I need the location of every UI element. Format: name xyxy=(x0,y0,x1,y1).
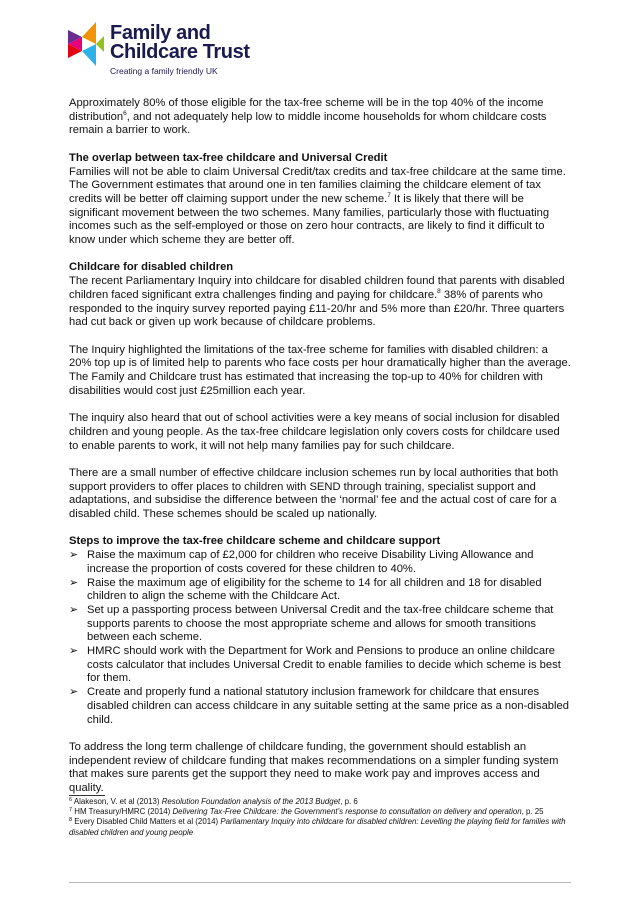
inclusion-schemes-paragraph: There are a small number of effective childcare inclusion schemes run by local authorities that both support providers to offer places to children with SEND through training, specialist support and adaptations, and subsidise the difference between the ‘normal’ fee and the actual cost of care for a disabled child. These schemes should be scaled up nationally. xyxy=(69,466,559,521)
disabled-heading: Childcare for disabled children xyxy=(69,261,234,274)
steps-heading: Steps to improve the tax-free childcare scheme and childcare support xyxy=(69,535,441,548)
overlap-paragraph: Families will not be able to claim Universal Credit/tax credits and tax-free childcare at the same time. The Government estimates that around one in ten families claiming the childcare element of tax credits will be better off claiming support under the new scheme.$^7$ It is likely that there will be significant movement between the two schemes. Many families, particularly those with fluctuating incomes such as the self-employed or those on zero hour contracts, are likely to find it difficult to know under which scheme they are better off. xyxy=(69,165,566,247)
list-item: ➢ Raise the maximum cap of £2,000 for children who receive Disability Living Allowance and increase the proportion of costs covered for these children to 40%. xyxy=(69,549,534,575)
inquiry-paragraph: The Inquiry highlighted the limitations of the tax-free scheme for families with disabled children: a 20% top up is of limited help to parents who face costs per hour dramatically higher than the average. The Family and Childcare trust has estimated that increasing the top-up to 40% for children with disabilities would cost just £25million each year. xyxy=(69,343,571,397)
arrow-bullet-icon: ➢ xyxy=(69,576,79,589)
intro-paragraph: Approximately 80% of those eligible for the tax-free scheme will be in the top 40% of the income distribution$^6$, and not adequately help low to middle income households for whom childcare costs remain a barrier to work. xyxy=(69,97,547,137)
logo-line-1: Family and xyxy=(110,22,211,44)
arrow-bullet-icon: ➢ xyxy=(69,686,79,699)
arrow-bullet-icon: ➢ xyxy=(69,603,79,616)
overlap-heading: The overlap between tax-free childcare and Universal Credit xyxy=(69,151,388,164)
arrow-bullet-icon: ➢ xyxy=(69,645,79,658)
footnote-6: $^6$ Alakeson, V. et al (2013) Resolution Foundation analysis of the 2013 Budget, p. 6 xyxy=(69,797,358,806)
family-childcare-trust-logo xyxy=(66,20,266,82)
list-item: ➢ Raise the maximum age of eligibility for the scheme to 14 for all children and 18 for disabled children to align the scheme with the Childcare Act. xyxy=(69,576,542,603)
footnote-ref[interactable]: 6 xyxy=(123,109,127,117)
document-body xyxy=(69,97,571,809)
arrow-bullet-icon: ➢ xyxy=(69,549,79,562)
logo-mark-icon xyxy=(66,20,106,68)
list-item: ➢ HMRC should work with the Department for Work and Pensions to produce an online childcare costs calculator that includes Universal Credit to enable families to decide which scheme is best for them. xyxy=(69,645,561,685)
footnotes xyxy=(69,797,573,838)
steps-list xyxy=(69,549,571,727)
activities-paragraph: The inquiry also heard that out of school activities were a key means of social inclusion for disabled children and young people. As the tax-free childcare legislation only covers costs for childcare used to enable parents to work, it will not help many families pay for such childcare. xyxy=(69,412,560,452)
footnote-separator xyxy=(69,795,105,796)
footnote-ref[interactable]: 8 xyxy=(437,287,441,295)
logo-tagline: Creating a family friendly UK xyxy=(110,66,218,76)
footnote-8: $^8$ Every Disabled Child Matters et al (2014) Parliamentary Inquiry into childcare for disabled children: Levelling the playing field for families with disabled children and young people xyxy=(69,817,566,837)
disabled-paragraph: The recent Parliamentary Inquiry into childcare for disabled children found that parents with disabled children faced significant extra challenges finding and paying for childcare.$^8$ 38% of parents who responded to the inquiry survey reported paying £11-20/hr and 5% more than £20/hr. Three quarters had cut back or given up work because of childcare problems. xyxy=(69,275,565,329)
closing-paragraph: To address the long term challenge of childcare funding, the government should establish an independent review of childcare funding that makes recommendations on a simpler funding system that makes sure parents get the support they need to make work pay and improves access and quality. xyxy=(69,740,559,795)
footnote-ref[interactable]: 7 xyxy=(387,191,391,199)
page-footer-rule xyxy=(69,882,571,883)
logo-line-2: Childcare Trust xyxy=(110,41,250,63)
list-item: ➢ Set up a passporting process between Universal Credit and the tax-free childcare scheme that supports parents to choose the most appropriate scheme and allows for smooth transitions between each scheme. xyxy=(69,603,554,644)
footnote-7: $^7$ HM Treasury/HMRC (2014) Delivering Tax-Free Childcare: the Government’s response to consultation on delivery and operation, p. 25 xyxy=(69,807,544,817)
list-item: ➢ Create and properly fund a national statutory inclusion framework for childcare that ensures disabled children can access childcare in any suitable setting at the same price as a non-disabled child. xyxy=(69,686,569,726)
